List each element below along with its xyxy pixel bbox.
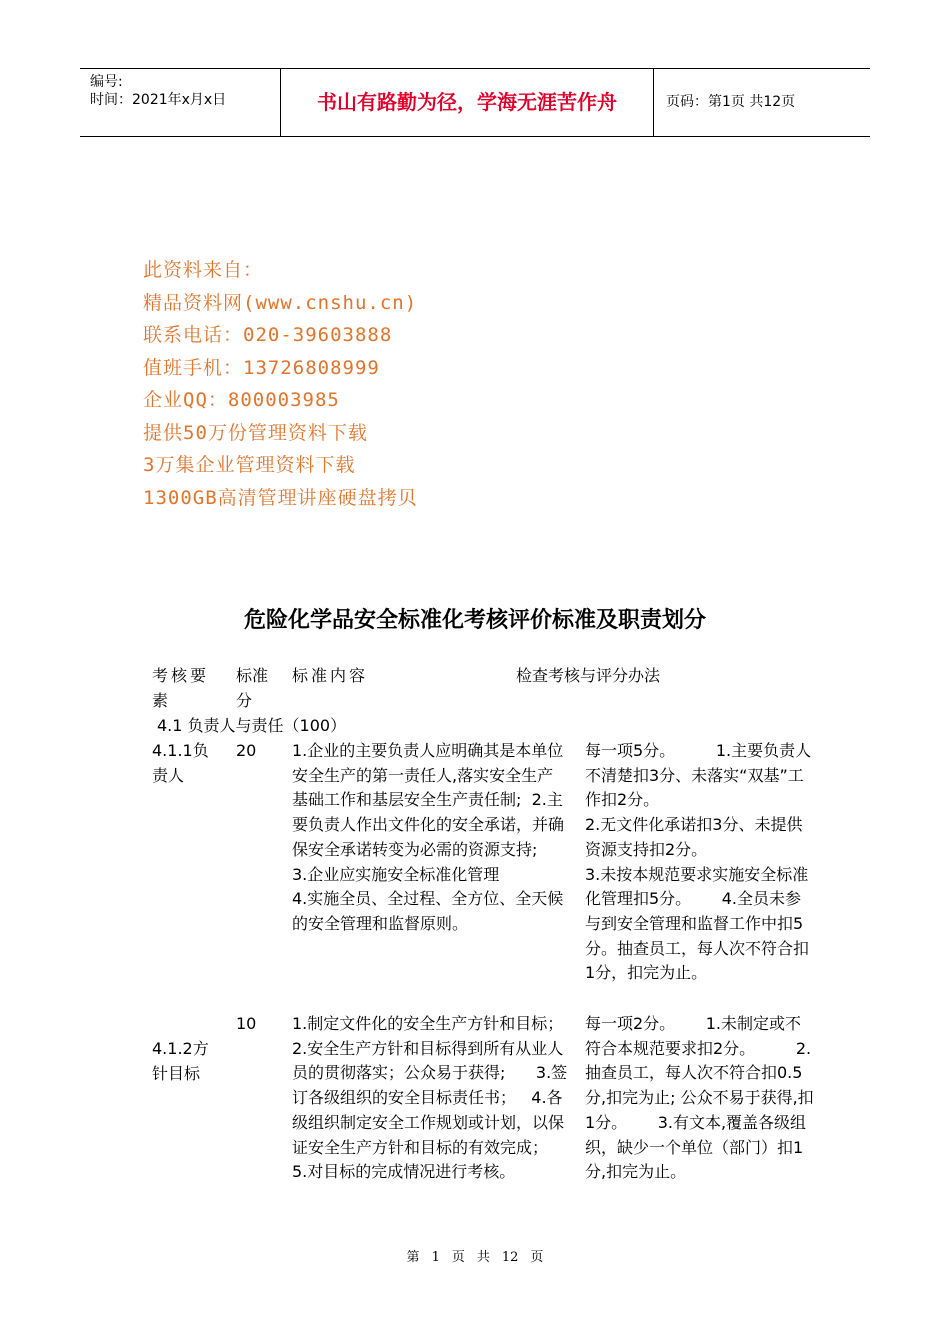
page-header <box>80 68 870 137</box>
footer-word: 第 <box>406 1250 420 1265</box>
row-element: 4.1.1负责人 <box>152 741 209 785</box>
footer-page-number: 1 <box>431 1250 440 1265</box>
column-header-scoring: 检查考核与评分办法 <box>516 666 661 685</box>
row-score: 10 <box>236 1014 257 1033</box>
promo-line: 值班手机：13726808999 <box>143 356 380 379</box>
footer-word: 共 <box>476 1250 490 1265</box>
column-header-score: 标准分 <box>236 666 269 710</box>
page-footer <box>0 1246 950 1265</box>
row-score: 20 <box>236 741 257 760</box>
header-page-info: 页码：第1页 共12页 <box>666 94 796 110</box>
document-title: 危险化学品安全标准化考核评价标准及职责划分 <box>243 608 706 633</box>
row-scoring: 每一项5分。 1.主要负责人不清楚扣3分、未落实“双基”工作扣2分。 2.无文件化承诺扣3分、未提供资源支持扣2分。 3.未按本规范要求实施安全标准化管理扣5分。 4.全员未参与到安全管理和监督工作中扣5分。抽查员工，每人次不符合扣1分，扣完为止。 <box>585 741 812 983</box>
column-header-content: 标准内容 <box>292 666 369 685</box>
promo-block <box>143 254 418 514</box>
footer-word: 页 <box>451 1250 465 1265</box>
row-element: 4.1.2方针目标 <box>152 1039 209 1083</box>
promo-line: 1300GB高清管理讲座硬盘拷贝 <box>143 486 418 509</box>
promo-line: 提供50万份管理资料下载 <box>143 421 368 444</box>
row-scoring: 每一项2分。 1.未制定或不符合本规范要求扣2分。 2.抽查员工，每人次不符合扣0.5分,扣完为止; 公众不易于获得,扣1分。 3.有文本,覆盖各级组织，缺少一个单位（部门）扣1分,扣完为止。 <box>585 1014 814 1182</box>
column-header-element: 考核要素 <box>152 666 210 710</box>
number-label: 编号: <box>90 74 123 90</box>
promo-line: 精品资料网(www.cnshu.cn) <box>143 291 418 314</box>
promo-line: 联系电话：020-39603888 <box>143 324 393 346</box>
promo-line: 此资料来自： <box>143 259 264 281</box>
section-heading: 4.1 负责人与责任（100） <box>157 716 347 735</box>
header-slogan: 书山有路勤为径，学海无涯苦作舟 <box>281 69 654 136</box>
promo-line: 3万集企业管理资料下载 <box>143 454 356 476</box>
row-content: 1.企业的主要负责人应明确其是本单位安全生产的第一责任人,落实安全生产基础工作和基层安全生产责任制; 2.主要负责人作出文件化的安全承诺，并确保安全承诺转变为必需的资源支持; 3.企业应实施安全标准化管理 4.实施全员、全过程、全方位、全天候的安全管理和监督原则。 <box>292 741 565 933</box>
footer-total-pages: 12 <box>501 1250 519 1265</box>
time-label: 时间：2021年x月x日 <box>90 92 227 108</box>
promo-line: 企业QQ：800003985 <box>143 389 340 411</box>
row-content: 1.制定文件化的安全生产方针和目标；2.安全生产方针和目标得到所有从业人员的贯彻落实；公众易于获得; 3.签订各级组织的安全目标责任书； 4.各级组织制定安全工作规划或计划，以保证安全生产方针和目标的有效完成； 5.对目标的完成情况进行考核。 <box>292 1014 568 1182</box>
header-meta <box>80 69 281 136</box>
footer-word: 页 <box>530 1250 544 1265</box>
